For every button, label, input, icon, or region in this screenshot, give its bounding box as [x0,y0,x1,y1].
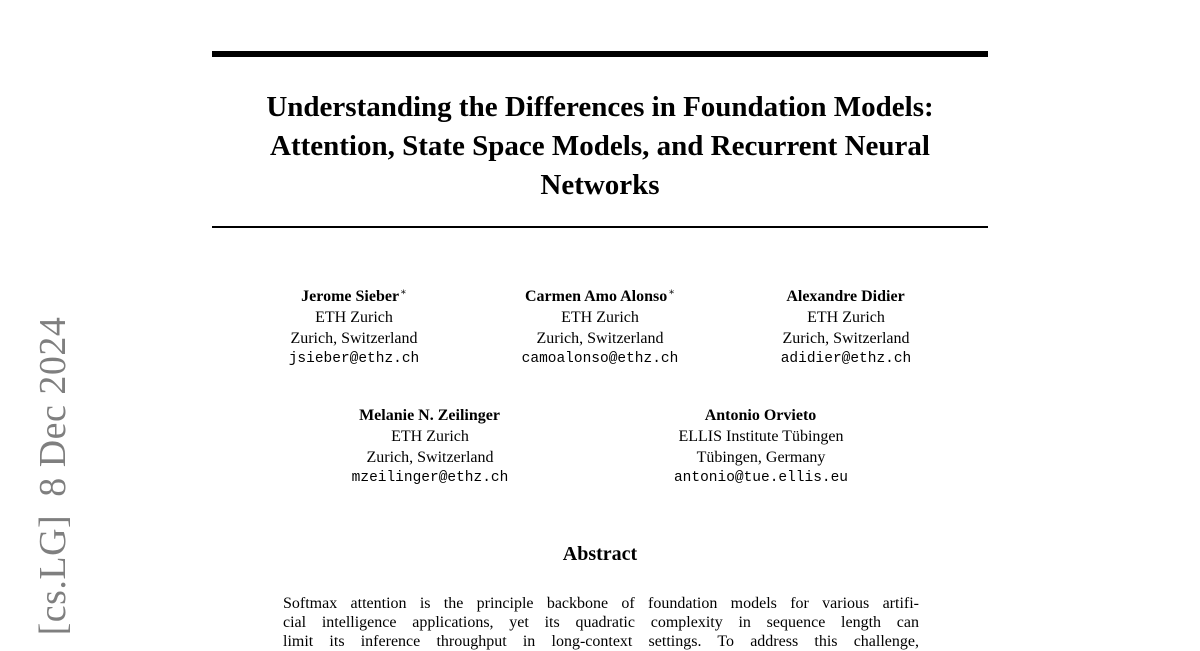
author-name: Antonio Orvieto [704,407,817,424]
author-name: Alexandre Didier [786,288,905,305]
equal-contribution-mark: ∗ [668,287,676,298]
author-affiliation: ETH Zurich [561,309,639,326]
arxiv-stamp [31,317,75,636]
title-rule-bottom [212,226,988,228]
author-affiliation: ETH Zurich [391,428,469,445]
author-block [352,401,509,489]
author-email[interactable]: camoalonso@ethz.ch [521,351,679,367]
abstract-body [283,594,919,651]
abstract-heading: Abstract [562,543,638,565]
author-email[interactable]: mzeilinger@ethz.ch [351,470,509,486]
author-location: Tübingen, Germany [696,449,826,466]
title-line: Understanding the Differences in Foundation Models: [266,91,934,123]
author-email[interactable]: adidier@ethz.ch [780,351,912,367]
title-rule-top [212,51,988,57]
author-name: Carmen Amo Alonso∗ [524,287,676,305]
author-name: Melanie N. Zeilinger [359,407,500,424]
author-affiliation: ETH Zurich [315,309,393,326]
author-location: Zurich, Switzerland [782,330,910,347]
arxiv-category: [cs.LG] [32,514,74,636]
paper-title [212,88,988,205]
abstract-line: limit its inference throughput in long-context settings. To address this challenge, [283,633,919,650]
author-location: Zurich, Switzerland [290,330,418,347]
abstract-line: cial intelligence applications, yet its quadratic complexity in sequence length can [283,614,919,631]
author-email[interactable]: jsieber@ethz.ch [288,351,420,367]
title-line: Networks [540,169,660,201]
arxiv-date: 8 Dec 2024 [32,316,74,497]
author-email[interactable]: antonio@tue.ellis.eu [673,470,849,486]
author-affiliation: ETH Zurich [807,309,885,326]
author-block [289,282,420,370]
author-block [522,282,679,370]
author-block [674,401,848,489]
title-line: Attention, State Space Models, and Recurrent Neural [270,130,930,162]
abstract-line: Softmax attention is the principle backbone of foundation models for various artifi- [283,595,919,612]
author-location: Zurich, Switzerland [536,330,664,347]
author-name: Jerome Sieber∗ [301,287,407,305]
author-block [781,282,912,370]
equal-contribution-mark: ∗ [400,287,407,298]
author-location: Zurich, Switzerland [366,449,494,466]
author-affiliation: ELLIS Institute Tübingen [678,428,844,445]
